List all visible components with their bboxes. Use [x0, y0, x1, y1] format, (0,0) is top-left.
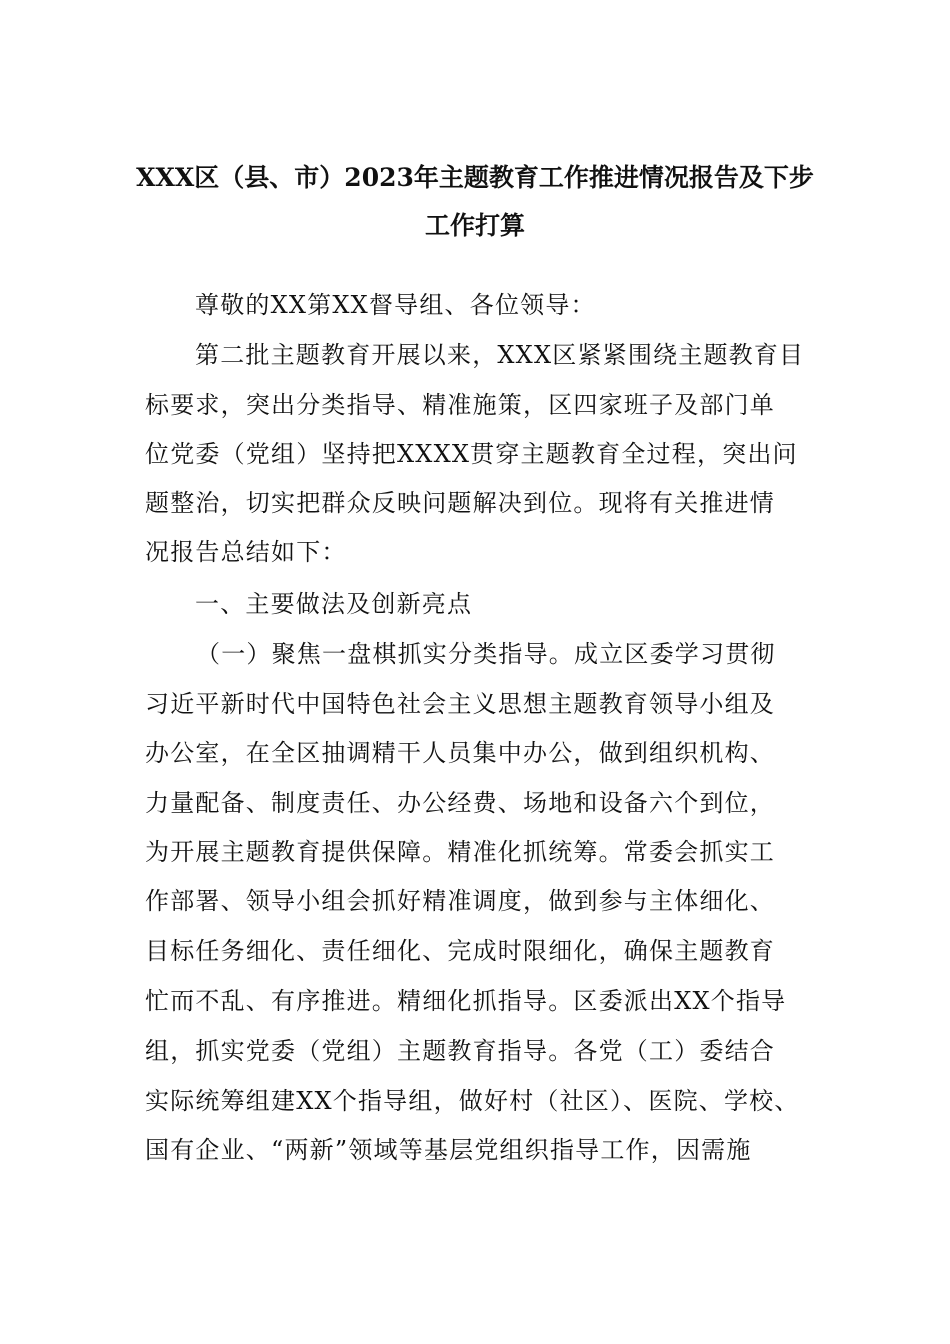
paragraph-line: 题整治，切实把群众反映问题解决到位。现将有关推进情 [145, 489, 775, 517]
paragraph-line: 标要求，突出分类指导、精准施策，区四家班子及部门单 [145, 391, 775, 419]
subsection-heading-line: （一）聚焦一盘棋抓实分类指导。成立区委学习贯彻 [196, 640, 776, 668]
paragraph-line: 国有企业、“两新”领域等基层党组织指导工作，因需施 [145, 1136, 752, 1164]
paragraph-line: 目标任务细化、责任细化、完成时限细化，确保主题教育 [145, 937, 775, 965]
paragraph-line: 位党委（党组）坚持把XXXX贯穿主题教育全过程，突出问 [145, 440, 798, 468]
paragraph-line: 力量配备、制度责任、办公经费、场地和设备六个到位， [145, 789, 775, 817]
paragraph-line: 第二批主题教育开展以来，XXX区紧紧围绕主题教育目 [195, 341, 805, 369]
section-heading: 一、主要做法及创新亮点 [195, 590, 473, 618]
paragraph-line: 作部署、领导小组会抓好精准调度，做到参与主体细化、 [145, 887, 775, 915]
paragraph-line: 忙而不乱、有序推进。精细化抓指导。区委派出XX个指导 [145, 987, 787, 1015]
paragraph-line: 为开展主题教育提供保障。精准化抓统筹。常委会抓实工 [145, 838, 775, 866]
paragraph-line: 况报告总结如下： [145, 538, 347, 566]
paragraph-line: 办公室，在全区抽调精干人员集中办公，做到组织机构、 [145, 739, 775, 767]
document-title-line-1: XXX区（县、市）2023年主题教育工作推进情况报告及下步 [136, 163, 814, 192]
salutation: 尊敬的XX第XX督导组、各位领导： [195, 291, 596, 319]
paragraph-line: 习近平新时代中国特色社会主义思想主题教育领导小组及 [145, 690, 775, 718]
document-title-line-2: 工作打算 [424, 211, 525, 240]
paragraph-line: 组，抓实党委（党组）主题教育指导。各党（工）委结合 [145, 1037, 775, 1065]
paragraph-line: 实际统筹组建XX个指导组，做好村（社区）、医院、学校、 [145, 1087, 800, 1115]
